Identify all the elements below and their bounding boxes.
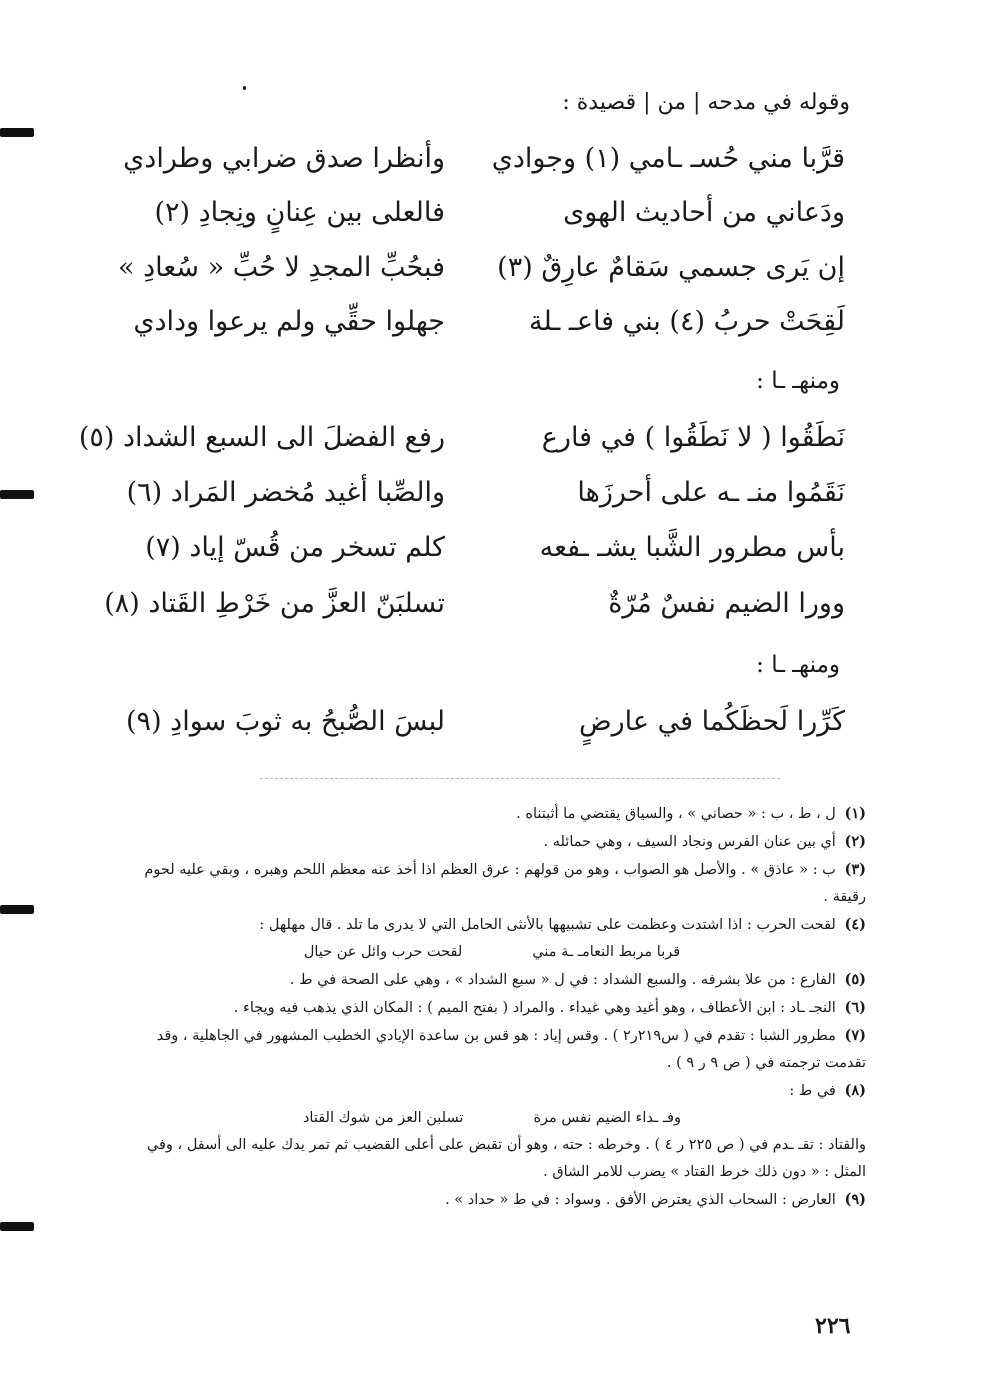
footnote-text: ب : « عاذق » . والأصل هو الصواب ، وهو من قولهم : عرق العظم اذا أخذ عنه معظم اللحم وهبره ، وبقي عليه لحوم رقيقة .	[144, 862, 866, 905]
verse-hemistich-left: والصِّبا أغيد مُخضر المَراد (٦)	[126, 477, 445, 508]
footnote-5	[118, 966, 866, 994]
verse-hemistich-right: قربا مربط النعامـ ـة مني	[532, 944, 681, 960]
footnote-8	[118, 1077, 866, 1105]
footnote-text: النجـ ـاد : ابن الأعطاف ، وهو أغيد وهي غيداء . والمراد ( بفتح الميم ) : المكان الذي يذهب فيه ويجاء .	[233, 1000, 836, 1016]
footnote-3	[118, 856, 866, 911]
footnotes	[118, 800, 866, 1214]
section-label: ومنهـ ـا :	[756, 652, 840, 678]
verse-hemistich-left: لبسَ الصُّبحُ به ثوبَ سوادِ (٩)	[126, 706, 445, 737]
footnote-number: (٤)	[844, 916, 866, 933]
verse-hemistich-right: وورا الضيم نفسٌ مُرّةٌ	[608, 588, 845, 619]
verse-row	[0, 422, 1000, 472]
verse-row	[0, 477, 1000, 527]
verse-row	[0, 252, 1000, 302]
verse-hemistich-right: لَقِحَتْ حربُ (٤) بني فاعـ ـلة	[529, 306, 845, 337]
footnote-9	[118, 1186, 866, 1214]
scan-edge-mark	[0, 1222, 34, 1231]
ink-speck	[243, 86, 246, 90]
footnote-separator	[260, 778, 780, 779]
verse-hemistich-right: ودَعاني من أحاديث الهوى	[563, 197, 845, 228]
verse-hemistich-right: نَطَقُوا ( لا نَطَقُوا ) في فارع	[541, 422, 845, 453]
footnote-number: (٩)	[844, 1191, 866, 1208]
footnote-number: (٧)	[844, 1027, 866, 1044]
verse-row	[0, 532, 1000, 582]
verse-hemistich-right: نَقَمُوا منـ ـه على أحرزَها	[577, 477, 845, 508]
verse-hemistich-right: قرَّبا مني حُسـ ـامي (١) وجوادي	[491, 143, 845, 174]
footnote-4	[118, 911, 866, 939]
footnote-number: (١)	[844, 805, 866, 822]
section-label: ومنهـ ـا :	[756, 368, 840, 394]
verse-hemistich-left: رفع الفضلَ الى السبع الشداد (٥)	[78, 422, 445, 453]
verse-row	[0, 143, 1000, 193]
footnote-number: (٨)	[844, 1082, 866, 1099]
footnote-text: العارض : السحاب الذي يعترض الأفق . وسواد : في ط « حداد » .	[445, 1192, 836, 1208]
page-number: ٢٢٦	[815, 1313, 851, 1339]
footnote-text: لقحت الحرب : اذا اشتدت وعظمت على تشبيهها بالأنثى الحامل التي لا يدرى ما تلد . قال مهلهل :	[259, 917, 836, 933]
footnote-text: مطرور الشبا : تقدم في ( س٢١٩ر٢ ) . وقس إياد : هو قس بن ساعدة الإيادي الخطيب المشهور في الجاهلية ، وقد تقدمت ترجمته في ( ص ٩ ر ٩ ) .	[156, 1028, 866, 1071]
footnote-verse	[118, 939, 866, 966]
footnote-text: ل ، ط ، ب : « حصاني » ، والسياق يقتضي ما أثبتناه .	[516, 806, 836, 822]
verse-hemistich-left: وأنظرا صدق ضرابي وطرادي	[123, 143, 445, 174]
verse-row	[0, 706, 1000, 756]
verse-hemistich-right: كَرِّرا لَحظَكُما في عارضٍ	[578, 706, 845, 737]
verse-row	[0, 588, 1000, 638]
verse-hemistich-right: بأس مطرور الشَّبا يشـ ـفعه	[539, 532, 845, 563]
footnote-number: (٦)	[844, 999, 866, 1016]
verse-hemistich-left: فبحُبِّ المجدِ لا حُبِّ « سُعادِ »	[118, 252, 445, 283]
verse-hemistich-left: تسلبَنّ العزَّ من خَرْطِ القَتاد (٨)	[104, 588, 445, 619]
scan-edge-mark	[0, 128, 34, 137]
verse-hemistich-right: وفـ ـداء الضيم نفس مرة	[533, 1110, 682, 1126]
footnote-number: (٥)	[844, 971, 866, 988]
footnote-verse	[118, 1105, 866, 1132]
footnote-1	[118, 800, 866, 828]
verse-hemistich-left: كلم تسخر من قُسّ إياد (٧)	[145, 532, 445, 563]
verse-row	[0, 197, 1000, 247]
footnote-7	[118, 1022, 866, 1077]
poem-intro: وقوله في مدحه | من | قصيدة :	[562, 90, 850, 115]
footnote-number: (٣)	[844, 861, 866, 878]
footnote-8-continuation: والقتاد : تقـ ـدم في ( ص ٢٢٥ ر ٤ ) . وخرطه : حته ، وهو أن تقبض على أعلى القضيب ثم تمر يدك عليه الى أسفل ، وفي المثل : « دون ذلك خرط القتاد » يضرب للامر الشاق .	[146, 1137, 866, 1180]
footnote-text: الفارع : من علا بشرفه . والسبع الشداد : في ل « سبع الشداد » ، وهي على الصحة في ط .	[289, 972, 836, 988]
verse-hemistich-right: إن يَرى جسمي سَقامٌ عارِقٌ (٣)	[497, 252, 845, 283]
verse-row	[0, 306, 1000, 356]
footnote-text: أي بين عنان الفرس ونجاد السيف ، وهي حمائله .	[543, 834, 836, 850]
footnote-number: (٢)	[844, 833, 866, 850]
verse-hemistich-left: جهلوا حقِّي ولم يرعوا ودادي	[133, 306, 445, 337]
verse-hemistich-left: فالعلى بين عِنانٍ ونِجادِ (٢)	[154, 197, 445, 228]
footnote-text: في ط :	[789, 1083, 836, 1099]
footnote-6	[118, 994, 866, 1022]
verse-hemistich-left: تسلبن العز من شوك القتاد	[302, 1110, 464, 1126]
footnote-2	[118, 828, 866, 856]
verse-hemistich-left: لقحت حرب وائل عن حيال	[303, 944, 463, 960]
scan-edge-mark	[0, 905, 34, 914]
